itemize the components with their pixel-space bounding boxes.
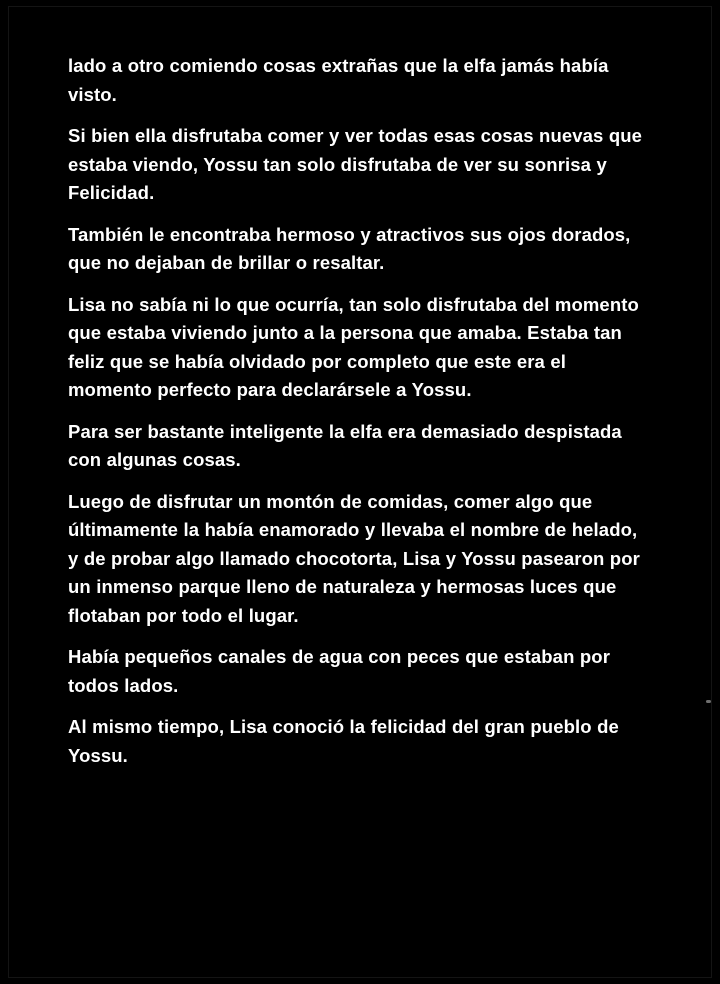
reader-text-body xyxy=(68,52,650,944)
paragraph: Luego de disfrutar un montón de comidas, comer algo que últimamente la había enamorado y llevaba el nombre de helado, y de probar algo llamado chocotorta, Lisa y Yossu pasearon por un inmenso parque lleno de naturaleza y hermosas luces que flotaban por todo el lugar. xyxy=(68,490,640,626)
paragraph: lado a otro comiendo cosas extrañas que la elfa jamás había visto. xyxy=(68,55,609,105)
paragraph: Lisa no sabía ni lo que ocurría, tan solo disfrutaba del momento que estaba viviendo junto a la persona que amaba. Estaba tan feliz que se había olvidado por completo que este era el momento perfecto para declarársele a Yossu. xyxy=(68,293,639,400)
paragraph: También le encontraba hermoso y atractivos sus ojos dorados, que no dejaban de brillar o resaltar. xyxy=(68,223,631,273)
paragraph: Para ser bastante inteligente la elfa era demasiado despistada con algunas cosas. xyxy=(68,420,622,470)
scrollbar-track[interactable] xyxy=(706,6,711,978)
scrollbar-thumb[interactable] xyxy=(706,700,711,703)
paragraph: Había pequeños canales de agua con peces que estaban por todos lados. xyxy=(68,646,611,696)
paragraph: Si bien ella disfrutaba comer y ver todas esas cosas nuevas que estaba viendo, Yossu tan solo disfrutaba de ver su sonrisa y Felicidad. xyxy=(68,125,643,203)
paragraph: Al mismo tiempo, Lisa conoció la felicidad del gran pueblo de Yossu. xyxy=(68,716,619,766)
